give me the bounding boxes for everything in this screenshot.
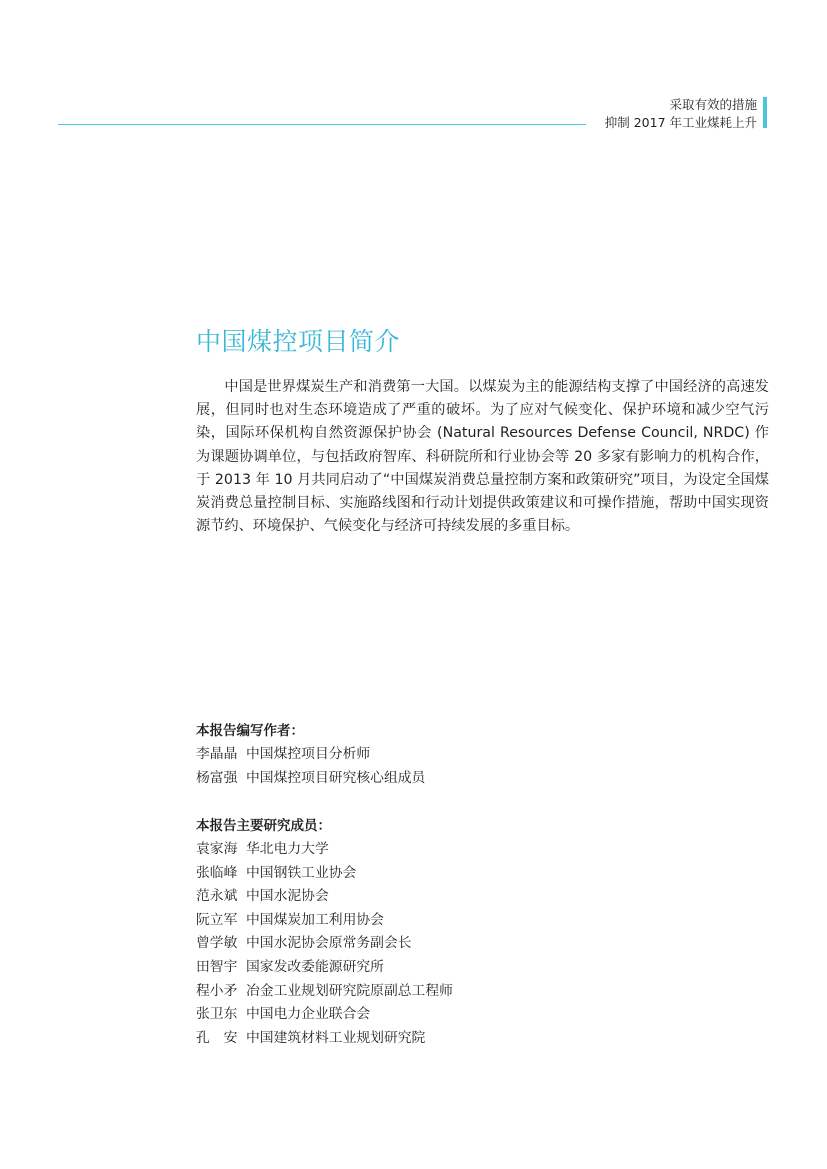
member-role: 中国电力企业联合会 [246,1006,371,1023]
member-name: 杨富强 [196,769,238,786]
member-role: 中国建筑材料工业规划研究院 [246,1029,426,1046]
member-name: 孔 安 [196,1029,238,1046]
researcher-item [196,1027,756,1051]
researcher-item [196,838,756,862]
researchers-heading: 本报告主要研究成员： [196,818,331,834]
author-item [196,767,756,791]
running-header [605,96,757,132]
researcher-item [196,956,756,980]
header-rule [58,124,586,125]
authors-block [196,720,756,790]
member-role: 中国水泥协会原常务副会长 [246,935,412,952]
member-name: 程小矛 [196,982,238,999]
running-header-line-2: 抑制 2017 年工业煤耗上升 [604,115,757,130]
member-name: 田智宇 [196,958,238,975]
author-item [196,743,756,767]
member-role: 中国煤炭加工利用协会 [246,911,384,928]
member-name: 李晶晶 [196,746,238,762]
member-role: 中国钢铁工业协会 [246,864,357,881]
running-header-line-1: 采取有效的措施 [669,97,757,112]
section-title: 中国煤控项目简介 [196,327,401,356]
intro-paragraph: 中国是世界煤炭生产和消费第一大国。以煤炭为主的能源结构支撑了中国经济的高速发展，但同时也对生态环境造成了严重的破坏。为了应对气候变化、保护环境和减少空气污染，国际环保机构自然资源保护协会 (Natural Resources Defense Council, NRDC) 作为课题协调单位，与包括政府智库、科研院所和行业协会等 20 多家有影响力的机构合作，于 2013 年 10 月共同启动了“中国煤炭消费总量控制方案和政策研究”项目，为设定全国煤炭消费总量控制目标、实施路线图和行动计划提供政策建议和可操作措施，帮助中国实现资源节约、环境保护、气候变化与经济可持续发展的多重目标。 [196,379,769,535]
member-role: 中国煤控项目研究核心组成员 [246,769,426,786]
member-name: 袁家海 [196,841,238,857]
member-name: 张卫东 [196,1006,238,1023]
researcher-item [196,909,756,933]
member-role: 冶金工业规划研究院原副总工程师 [246,982,453,999]
member-role: 中国水泥协会 [246,888,329,905]
member-name: 张临峰 [196,864,238,881]
header-accent-bar [763,97,767,128]
researcher-item [196,1003,756,1027]
researchers-block [196,815,756,1050]
researcher-item [196,885,756,909]
researcher-item [196,862,756,886]
member-role: 中国煤控项目分析师 [246,746,371,762]
member-name: 范永斌 [196,888,238,905]
member-name: 曾学敏 [196,935,238,952]
member-name: 阮立军 [196,911,238,928]
authors-heading: 本报告编写作者： [196,723,304,739]
researcher-item [196,980,756,1004]
member-role: 华北电力大学 [246,841,329,857]
member-role: 国家发改委能源研究所 [246,958,384,975]
researcher-item [196,932,756,956]
